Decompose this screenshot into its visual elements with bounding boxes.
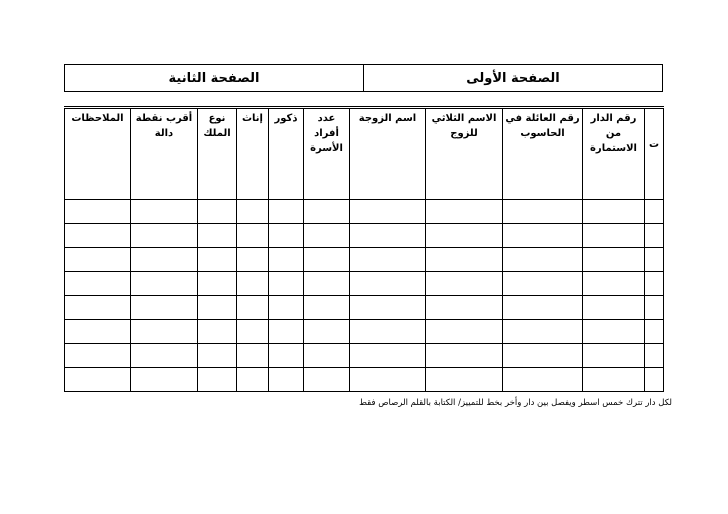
empty-cell	[198, 248, 237, 272]
footnote: لكل دار تترك خمس اسطر ويفصل بين دار وأخر بخط للتمييز/ الكتابة بالقلم الرصاص فقط	[359, 398, 672, 408]
empty-cell	[304, 320, 350, 344]
table-row	[65, 248, 664, 272]
empty-cell	[350, 248, 426, 272]
empty-cell	[350, 272, 426, 296]
empty-cell	[503, 368, 583, 392]
column-header-house-number: رقم الدار من الاستمارة	[583, 108, 645, 200]
empty-cell	[237, 320, 269, 344]
empty-cell	[583, 272, 645, 296]
empty-cell	[237, 368, 269, 392]
table-row	[65, 200, 664, 224]
empty-cell	[503, 200, 583, 224]
empty-cell	[131, 272, 198, 296]
empty-cell	[503, 320, 583, 344]
empty-cell	[65, 368, 131, 392]
empty-cell	[131, 296, 198, 320]
column-header-serial: ت	[645, 108, 664, 200]
empty-cell	[583, 344, 645, 368]
empty-cell	[350, 296, 426, 320]
empty-cell	[65, 272, 131, 296]
empty-cell	[269, 224, 304, 248]
empty-cell	[237, 248, 269, 272]
table-row	[65, 224, 664, 248]
empty-cell	[503, 344, 583, 368]
empty-cell	[304, 224, 350, 248]
empty-cell	[131, 248, 198, 272]
empty-cell	[426, 248, 503, 272]
empty-cell	[198, 320, 237, 344]
empty-cell	[304, 248, 350, 272]
empty-cell	[350, 368, 426, 392]
empty-cell	[65, 296, 131, 320]
column-header-ownership-type: نوع الملك	[198, 108, 237, 200]
empty-cell	[426, 272, 503, 296]
column-header-family-size: عدد أفراد الأسرة	[304, 108, 350, 200]
empty-cell	[304, 200, 350, 224]
empty-cell	[269, 272, 304, 296]
empty-cell	[65, 248, 131, 272]
empty-cell	[645, 248, 664, 272]
empty-cell	[198, 344, 237, 368]
empty-cell	[426, 200, 503, 224]
table-row	[65, 368, 664, 392]
table-row	[65, 320, 664, 344]
empty-cell	[350, 344, 426, 368]
table-row	[65, 296, 664, 320]
page-two-heading: الصفحة الثانية	[168, 70, 260, 86]
empty-cell	[645, 344, 664, 368]
empty-cell	[237, 224, 269, 248]
empty-cell	[645, 200, 664, 224]
empty-cell	[503, 272, 583, 296]
empty-cell	[350, 200, 426, 224]
household-table	[64, 106, 664, 392]
empty-cell	[65, 200, 131, 224]
empty-cell	[198, 200, 237, 224]
empty-cell	[583, 200, 645, 224]
empty-cell	[65, 320, 131, 344]
empty-cell	[237, 200, 269, 224]
empty-cell	[503, 296, 583, 320]
empty-cell	[304, 368, 350, 392]
empty-cell	[65, 224, 131, 248]
empty-cell	[198, 296, 237, 320]
empty-cell	[304, 272, 350, 296]
empty-cell	[269, 200, 304, 224]
empty-cell	[645, 224, 664, 248]
empty-cell	[269, 296, 304, 320]
column-header-notes: الملاحظات	[65, 108, 131, 200]
empty-cell	[583, 368, 645, 392]
empty-cell	[426, 368, 503, 392]
empty-cell	[131, 368, 198, 392]
empty-cell	[65, 344, 131, 368]
empty-cell	[350, 224, 426, 248]
column-header-landmark: أقرب نقطة دالة	[131, 108, 198, 200]
empty-cell	[645, 368, 664, 392]
empty-cell	[304, 296, 350, 320]
empty-cell	[269, 248, 304, 272]
column-header-wife-name: اسم الزوجة	[350, 108, 426, 200]
table-row	[65, 344, 664, 368]
page-header	[64, 64, 663, 92]
empty-cell	[645, 320, 664, 344]
empty-cell	[131, 200, 198, 224]
column-header-family-number: رقم العائلة في الحاسوب	[503, 108, 583, 200]
empty-cell	[426, 296, 503, 320]
empty-cell	[198, 368, 237, 392]
column-header-males: ذكور	[269, 108, 304, 200]
empty-cell	[503, 248, 583, 272]
empty-cell	[237, 296, 269, 320]
empty-cell	[304, 344, 350, 368]
column-header-husband-name: الاسم الثلاثي للزوج	[426, 108, 503, 200]
empty-cell	[131, 320, 198, 344]
empty-cell	[237, 272, 269, 296]
empty-cell	[269, 344, 304, 368]
empty-cell	[583, 248, 645, 272]
empty-cell	[426, 224, 503, 248]
empty-cell	[426, 344, 503, 368]
empty-cell	[237, 344, 269, 368]
empty-cell	[426, 320, 503, 344]
empty-cell	[131, 224, 198, 248]
page-one-heading: الصفحة الأولى	[363, 65, 662, 91]
empty-cell	[645, 296, 664, 320]
empty-cell	[269, 320, 304, 344]
empty-cell	[350, 320, 426, 344]
empty-cell	[583, 320, 645, 344]
empty-cell	[645, 272, 664, 296]
table-row	[65, 272, 664, 296]
empty-cell	[583, 296, 645, 320]
empty-cell	[198, 224, 237, 248]
empty-cell	[583, 224, 645, 248]
header-row	[65, 108, 664, 200]
empty-cell	[269, 368, 304, 392]
empty-cell	[131, 344, 198, 368]
column-header-females: إناث	[237, 108, 269, 200]
empty-cell	[198, 272, 237, 296]
empty-cell	[503, 224, 583, 248]
